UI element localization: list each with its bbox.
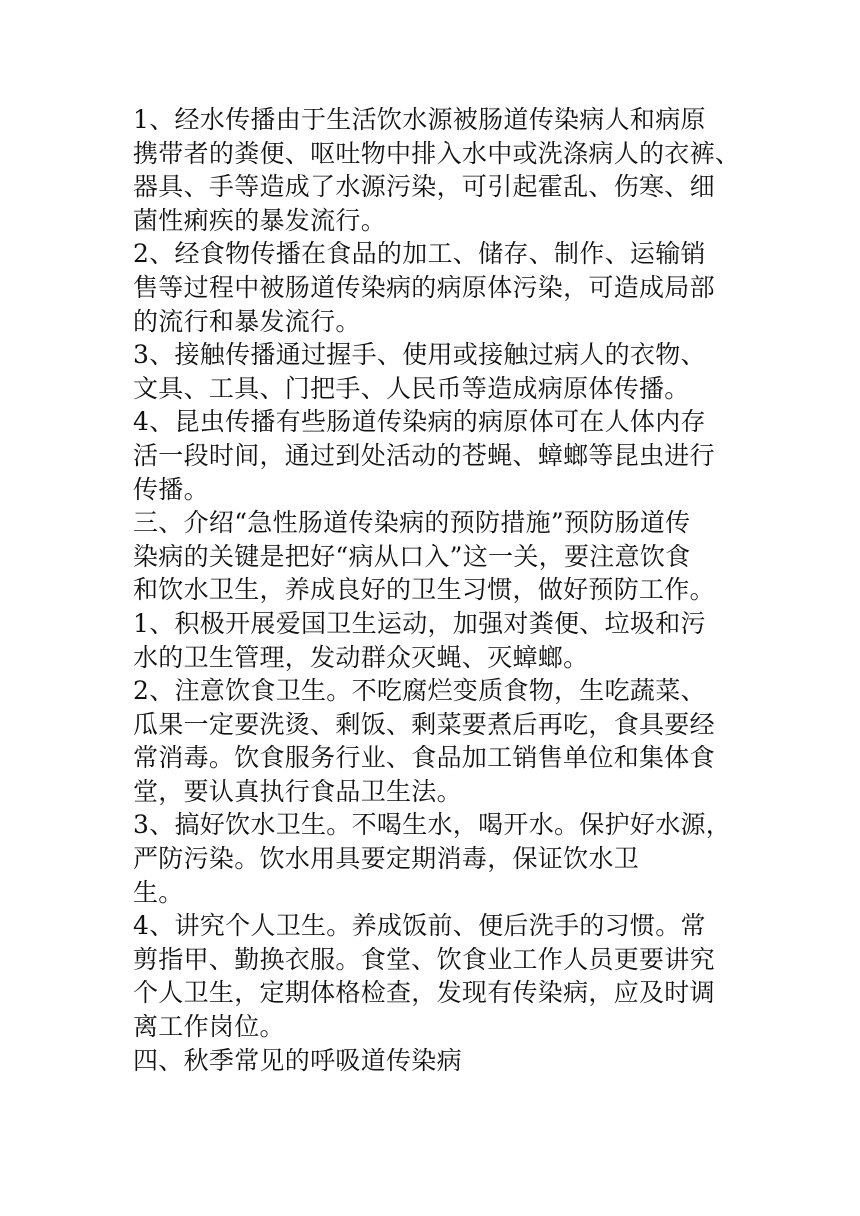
text-line: 个人卫生，定期体格检查，发现有传染病，应及时调 [133,978,715,1008]
text-line: 菌性痢疾的暴发流行。 [133,205,387,235]
text-line: 携带者的粪便、呕吐物中排入水中或洗涤病人的衣裤、 [133,138,741,168]
text-line: 剪指甲、勤换衣服。食堂、饮食业工作人员更要讲究 [133,944,715,974]
text-line: 器具、手等造成了水源污染，可引起霍乱、伤寒、细 [133,172,715,202]
text-line: 活一段时间，通过到处活动的苍蝇、蟑螂等昆虫进行 [133,440,715,470]
text-line: 和饮水卫生，养成良好的卫生习惯，做好预防工作。 [133,575,715,605]
text-line: 堂，要认真执行食品卫生法。 [133,776,462,806]
text-line: 严防污染。饮水用具要定期消毒，保证饮水卫 [133,844,640,874]
text-line: 瓜果一定要洗烫、剩饭、剩菜要煮后再吃，食具要经 [133,709,715,739]
text-line: 2、经食物传播在食品的加工、储存、制作、运输销 [133,239,706,269]
text-line: 离工作岗位。 [133,1012,285,1042]
document-body [133,103,753,1077]
text-line: 4、昆虫传播有些肠道传染病的病原体可在人体内存 [133,407,706,437]
text-line: 水的卫生管理，发动群众灭蝇、灭蟑螂。 [133,642,589,672]
text-line: 2、注意饮食卫生。不吃腐烂变质食物，生吃蔬菜、 [133,676,706,706]
section-heading: 三、介绍“急性肠道传染病的预防措施”预防肠道传 [133,508,691,538]
text-line: 常消毒。饮食服务行业、食品加工销售单位和集体食 [133,743,715,773]
section-heading: 四、秋季常见的呼吸道传染病 [133,1045,462,1075]
text-line: 生。 [133,877,184,907]
text-line: 文具、工具、门把手、人民币等造成病原体传播。 [133,373,690,403]
text-line: 1、经水传播由于生活饮水源被肠道传染病人和病原 [133,105,706,134]
text-line: 售等过程中被肠道传染病的病原体污染，可造成局部 [133,272,715,302]
text-line: 染病的关键是把好“病从口入”这一关，要注意饮食 [133,541,691,571]
text-line: 的流行和暴发流行。 [133,306,361,336]
text-line: 传播。 [133,474,209,504]
text-line: 4、讲究个人卫生。养成饭前、便后洗手的习惯。常 [133,911,706,941]
text-line: 3、搞好饮水卫生。不喝生水，喝开水。保护好水源， [133,810,732,840]
text-line: 1、积极开展爱国卫生运动，加强对粪便、垃圾和污 [133,608,706,638]
text-line: 3、接触传播通过握手、使用或接触过病人的衣物、 [133,340,706,370]
